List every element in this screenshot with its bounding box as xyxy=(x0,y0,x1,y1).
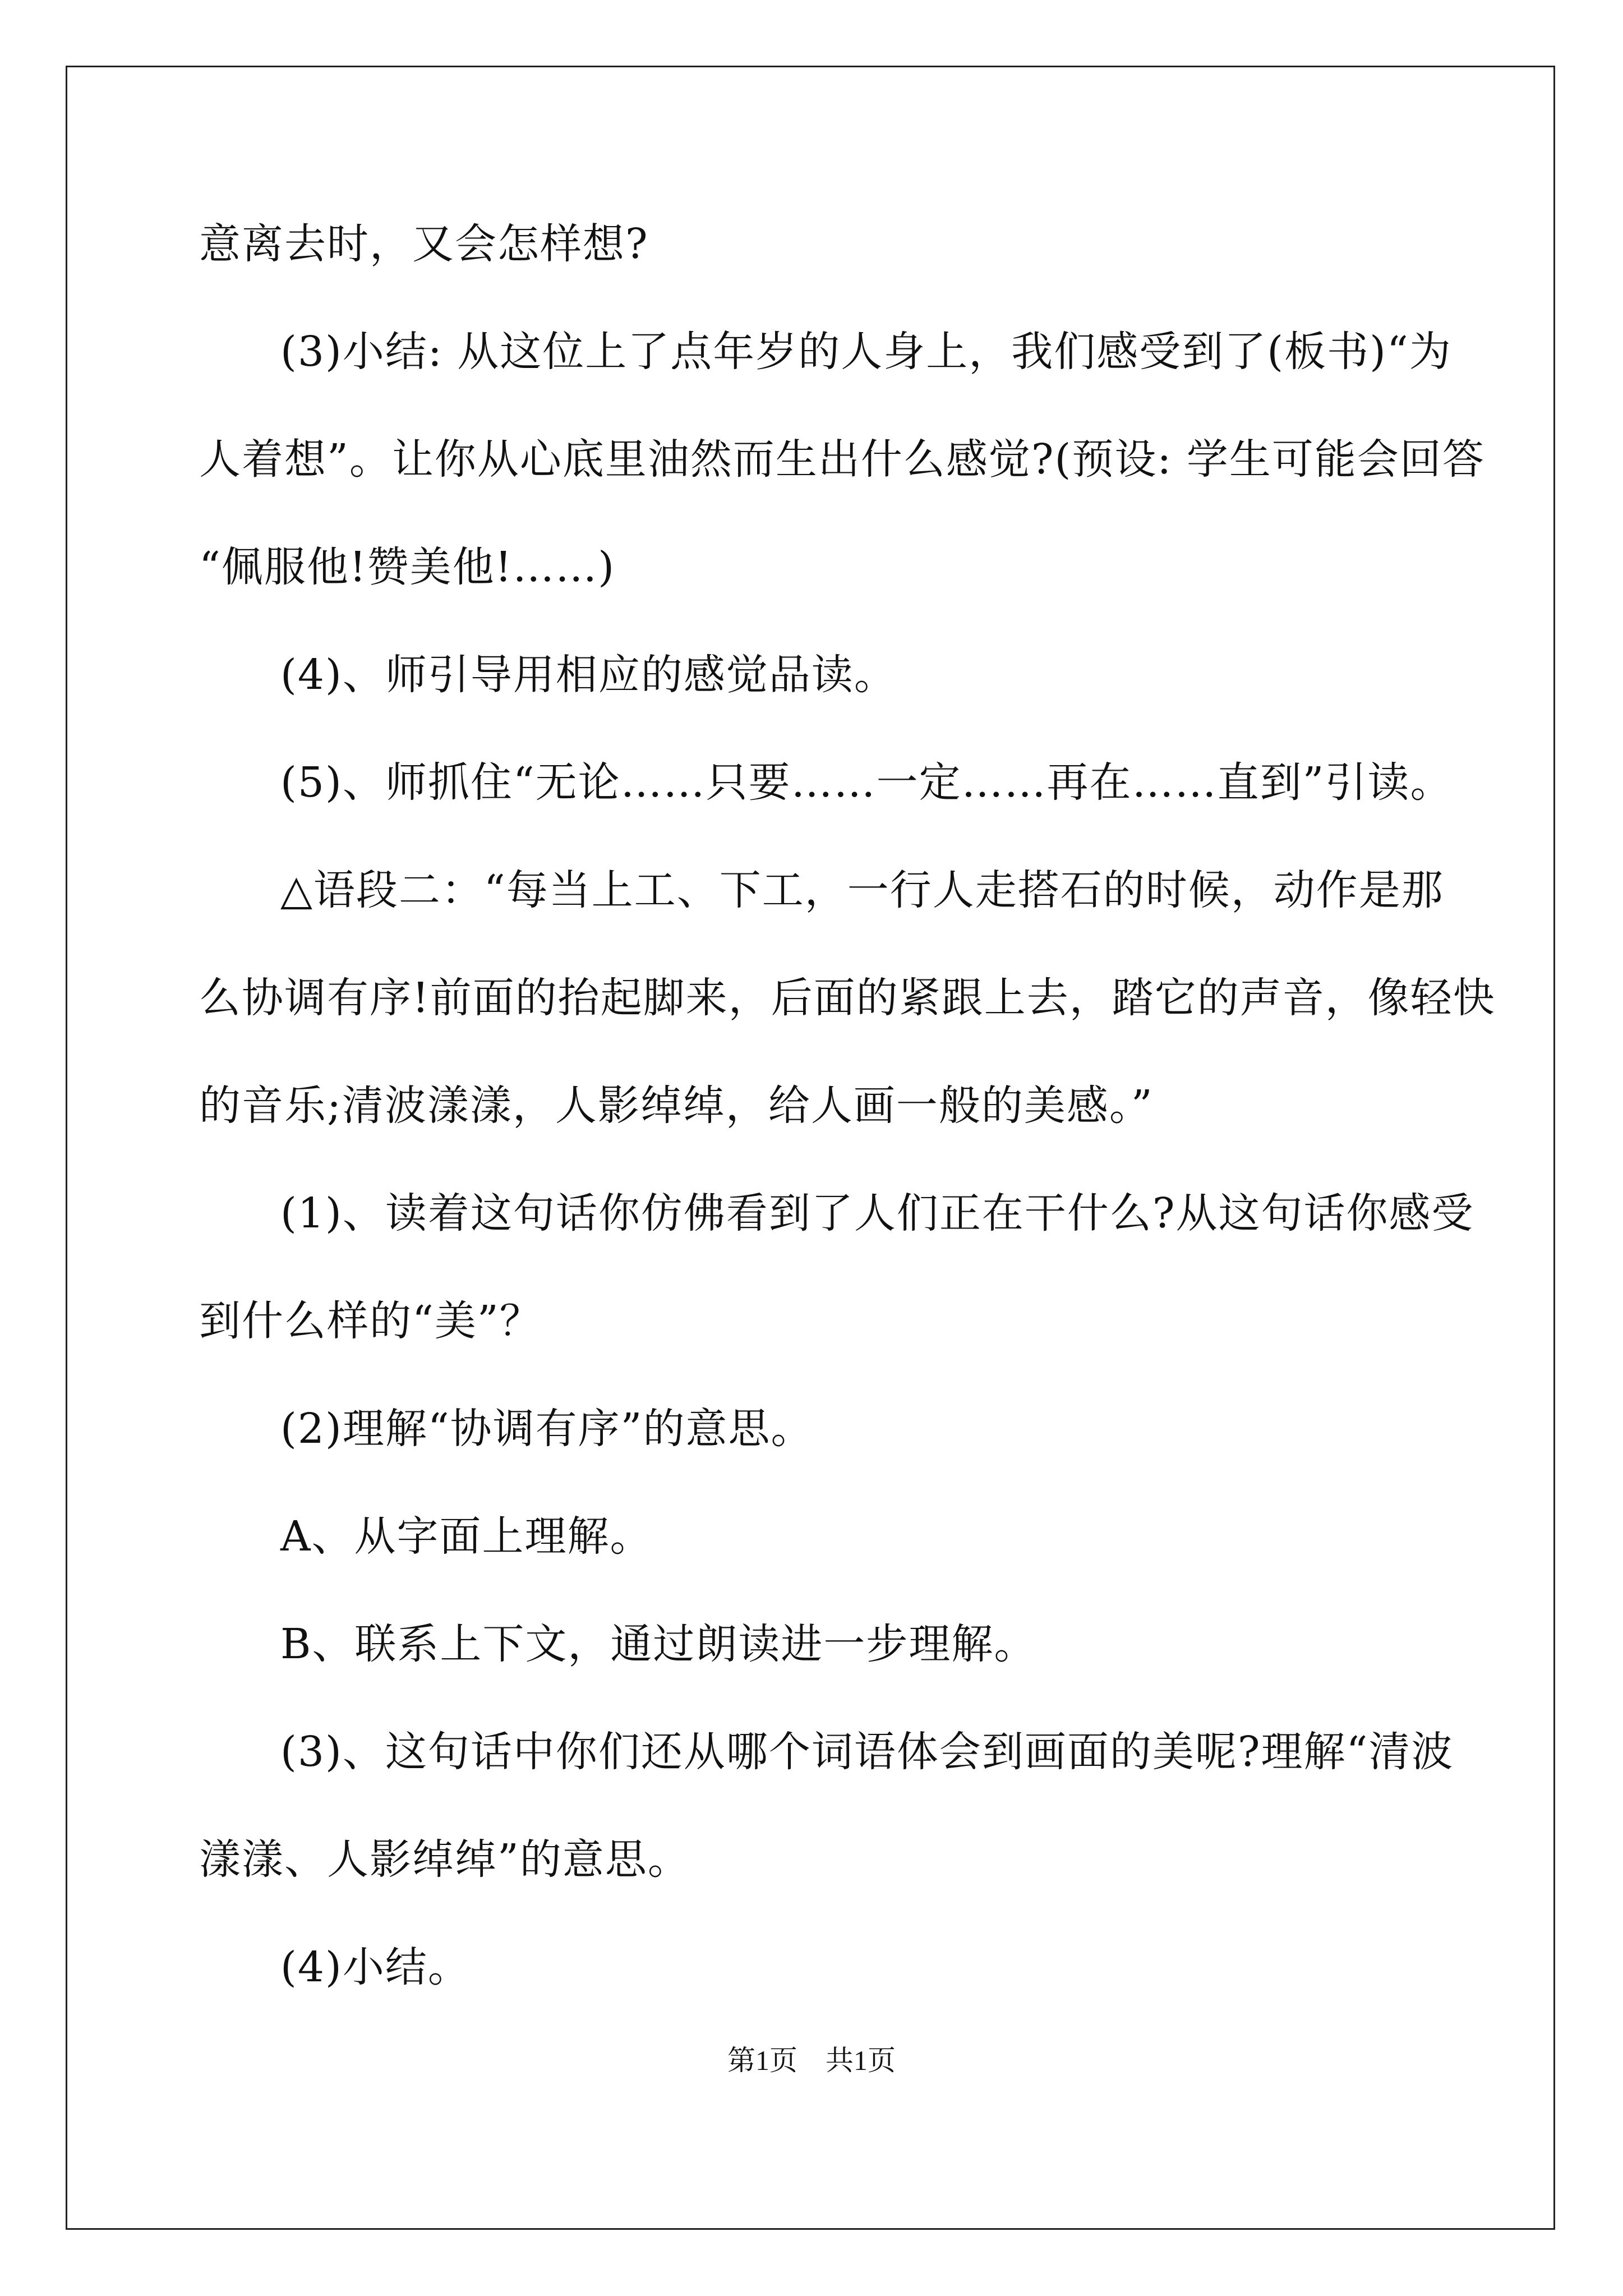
paragraph-line: “佩服他!赞美他!……) xyxy=(199,543,616,591)
paragraph-line: 的音乐;清波漾漾，人影绰绰，给人画一般的美感。” xyxy=(199,1082,1154,1130)
paragraph-line: A、从字面上理解。 xyxy=(280,1512,653,1561)
paragraph-line: (3)小结: 从这位上了点年岁的人身上，我们感受到了(板书)“为 xyxy=(280,328,1452,376)
paragraph-line: 到什么样的“美”？ xyxy=(199,1297,542,1345)
page-number: 第1页 共1页 xyxy=(727,2045,896,2076)
paragraph-line: (3)、这句话中你们还从哪个词语体会到画面的美呢?理解“清波 xyxy=(280,1728,1454,1776)
paragraph-line: B、联系上下文，通过朗读进一步理解。 xyxy=(280,1620,1037,1668)
paragraph-line: (2)理解“协调有序”的意思。 xyxy=(280,1405,814,1453)
paragraph-line: (4)小结。 xyxy=(280,1943,471,1991)
page-border xyxy=(66,66,1555,2230)
paragraph-line: (4)、师引导用相应的感觉品读。 xyxy=(280,651,897,699)
paragraph-line: 么协调有序!前面的抬起脚来，后面的紧跟上去，踏它的声音，像轻快 xyxy=(199,974,1496,1022)
paragraph-line: 人着想”。让你从心底里油然而生出什么感觉?(预设: 学生可能会回答 xyxy=(199,435,1485,484)
paragraph-line: 意离去时，又会怎样想? xyxy=(199,220,649,268)
paragraph-line: 漾漾、人影绰绰”的意思。 xyxy=(199,1835,690,1884)
paragraph-line: (1)、读着这句话你仿佛看到了人们正在干什么?从这句话你感受 xyxy=(280,1189,1474,1237)
paragraph-line: △语段二：“每当上工、下工，一行人走搭石的时候，动作是那 xyxy=(280,866,1444,914)
paragraph-line: (5)、师抓住“无论……只要……一定……再在……直到”引读。 xyxy=(280,758,1453,807)
